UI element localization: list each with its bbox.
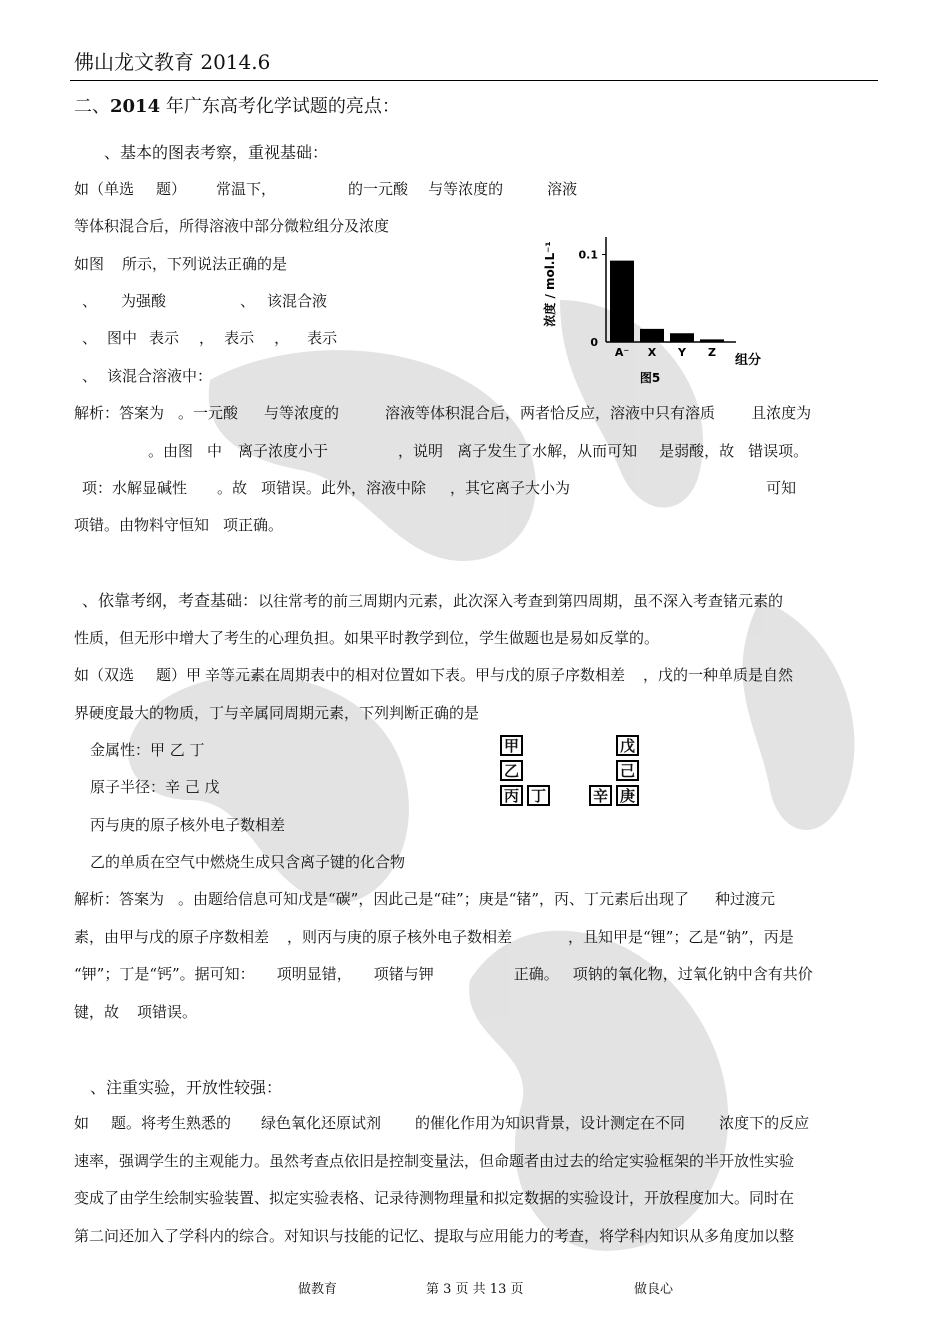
- part1-question-line2: 等体积混合后，所得溶液中部分微粒组分及浓度: [74, 217, 390, 235]
- text-fragment: 题）甲: [156, 666, 202, 684]
- text-fragment: 题。将考生熟悉的: [111, 1114, 232, 1132]
- part2-heading: 、依靠考纲，考查基础：: [82, 591, 259, 610]
- y-tick-label: 0.1: [578, 248, 598, 262]
- text-fragment: 与等浓度的: [264, 404, 340, 422]
- text-fragment: 如（单选: [74, 180, 135, 198]
- x-tick-label: A⁻: [614, 346, 630, 359]
- concentration-bar-chart: [536, 220, 766, 390]
- part2-option-b: 原子半径：辛 己 戊: [90, 778, 220, 796]
- footer-right: 做良心: [634, 1282, 674, 1297]
- text-fragment: 、: [82, 329, 98, 347]
- section-year: 2014: [110, 96, 161, 117]
- cell-yi: 乙: [500, 760, 523, 781]
- part3-heading: 、注重实验，开放性较强：: [90, 1078, 283, 1097]
- text-fragment: 如图: [74, 255, 105, 273]
- analysis2-line4: [74, 1002, 197, 1022]
- part3-line1: [74, 1113, 809, 1133]
- text-fragment: 可知: [766, 479, 797, 497]
- text-fragment: 正确。: [513, 965, 559, 983]
- text-fragment: 表示: [307, 329, 338, 347]
- text-fragment: ，说明: [398, 442, 444, 460]
- text-fragment: 种过渡元: [715, 890, 776, 908]
- text-fragment: 项：水解显碱性: [82, 479, 188, 497]
- text-fragment: 项错误。此外，溶液中除: [261, 479, 427, 497]
- text-fragment: 项锗与钾: [373, 965, 434, 983]
- analysis1-line1: [74, 403, 811, 423]
- text-fragment: 表示: [224, 329, 255, 347]
- text-fragment: 浓度下的反应: [719, 1114, 810, 1132]
- text-fragment: 解析：答案为: [74, 890, 165, 908]
- y-tick-label: 0: [590, 336, 598, 349]
- section-title-rest: 年广东高考化学试题的亮点：: [160, 96, 400, 117]
- part2-heading-line: [82, 591, 783, 611]
- analysis2-line3: [74, 964, 813, 984]
- section-prefix: 二、: [74, 96, 110, 117]
- text-fragment: 图中: [107, 329, 138, 347]
- x-tick-label: X: [647, 346, 657, 359]
- text-fragment: 的催化作用为知识背景，设计测定在不同: [415, 1114, 686, 1132]
- option-d: [82, 366, 212, 386]
- part2-question-line2: 界硬度最大的物质，丁与辛属同周期元素，下列判断正确的是: [74, 704, 480, 722]
- text-fragment: 辛等元素在周期表中的相对位置如下表。甲与戊的原子序数相差: [205, 666, 626, 684]
- text-fragment: 错误项。: [748, 442, 809, 460]
- document-header-title: 佛山龙文教育 2014.6: [74, 50, 271, 74]
- text-fragment: 中: [207, 442, 223, 460]
- part2-option-d: 乙的单质在空气中燃烧生成只含离子键的化合物: [90, 853, 406, 871]
- text-fragment: 项明显错，: [276, 965, 352, 983]
- part2-option-a: 金属性：甲 乙 丁: [90, 741, 205, 759]
- text-fragment: 、: [240, 292, 256, 310]
- text-fragment: 、: [82, 292, 98, 310]
- option-a-b: [82, 291, 327, 311]
- text-fragment: 素，由甲与戊的原子序数相差: [74, 928, 270, 946]
- cell-geng: 庚: [616, 785, 639, 806]
- footer-left: 做教育: [298, 1282, 338, 1297]
- part1-question-line1: [74, 179, 577, 199]
- text-fragment: 。由题给信息可知戊是“碳”，因此己是“硅”；庚是“锗”，丙、丁元素后出现了: [178, 890, 690, 908]
- part2-question-line1: [74, 665, 793, 685]
- part2-intro: 以往常考的前三周期内元素，此次深入考查到第四周期，虽不深入考查锗元素的: [258, 592, 784, 610]
- part3-line2: 速率，强调学生的主观能力。虽然考查点依旧是控制变量法，但命题者由过去的给定实验框架的半开放性实验: [74, 1152, 795, 1170]
- part2-option-c: 丙与庚的原子核外电子数相差: [90, 816, 286, 834]
- option-c: [82, 328, 337, 348]
- part1-heading: 、基本的图表考察，重视基础：: [104, 143, 329, 162]
- text-fragment: 。故: [217, 479, 248, 497]
- y-axis-label: 浓度 / mol.L⁻¹: [543, 241, 557, 327]
- header-rule: [70, 80, 878, 81]
- text-fragment: 溶液等体积混合后，两者恰反应，溶液中只有溶质: [385, 404, 716, 422]
- text-fragment: 。由图: [148, 442, 194, 460]
- footer-page-number: 第 3 页 共 13 页: [426, 1282, 524, 1297]
- text-fragment: 所示，下列说法正确的是: [122, 255, 288, 273]
- text-fragment: 、: [82, 367, 98, 385]
- text-fragment: 题）: [156, 180, 187, 198]
- text-fragment: ，则丙与庚的原子核外电子数相差: [287, 928, 513, 946]
- text-fragment: 的一元酸: [348, 180, 409, 198]
- text-fragment: ，: [274, 329, 290, 347]
- analysis2-line2: [74, 927, 794, 947]
- text-fragment: 项错误。: [137, 1003, 198, 1021]
- text-fragment: 解析：答案为: [74, 404, 165, 422]
- text-fragment: 离子浓度小于: [238, 442, 329, 460]
- text-fragment: 。一元酸: [178, 404, 239, 422]
- x-axis-label: 组分: [734, 353, 762, 368]
- text-fragment: ，其它离子大小为: [450, 479, 571, 497]
- section-title: [74, 92, 400, 118]
- text-fragment: 该混合液: [267, 292, 328, 310]
- text-fragment: 项正确。: [223, 516, 284, 534]
- analysis2-line1: [74, 889, 775, 909]
- text-fragment: 如: [74, 1114, 90, 1132]
- analysis1-line3: [82, 478, 796, 498]
- x-tick-label: Y: [678, 346, 686, 359]
- figure-caption: 图5: [639, 371, 661, 385]
- analysis1-line4: [74, 515, 283, 535]
- text-fragment: 项错。由物料守恒知: [74, 516, 210, 534]
- text-fragment: 离子发生了水解，从而可知: [457, 442, 638, 460]
- text-fragment: 与等浓度的: [428, 180, 504, 198]
- text-fragment: ，戊的一种单质是自然: [643, 666, 794, 684]
- part3-line3: 变成了由学生绘制实验装置、拟定实验表格、记录待测物理量和拟定数据的实验设计，开放程度加大。同时在: [74, 1189, 795, 1207]
- cell-ding: 丁: [527, 785, 550, 806]
- text-fragment: 是弱酸，故: [659, 442, 735, 460]
- text-fragment: 键，故: [74, 1003, 120, 1021]
- bar-3: [700, 339, 724, 342]
- text-fragment: 如（双选: [74, 666, 135, 684]
- part3-line4: 第二问还加入了学科内的综合。对知识与技能的记忆、提取与应用能力的考查，将学科内知识从多角度加以整: [74, 1227, 795, 1245]
- analysis1-line2: [148, 441, 808, 461]
- cell-ji: 己: [616, 760, 639, 781]
- x-tick-label: Z: [708, 346, 716, 359]
- text-fragment: 绿色氧化还原试剂: [261, 1114, 382, 1132]
- text-fragment: 该混合溶液中：: [107, 367, 213, 385]
- part1-question-line3: [74, 254, 287, 274]
- text-fragment: ，且知甲是“锂”；乙是“钠”，丙是: [568, 928, 794, 946]
- text-fragment: 且浓度为: [751, 404, 812, 422]
- text-fragment: 常温下，: [216, 180, 277, 198]
- cell-bing: 丙: [500, 785, 523, 806]
- text-fragment: 表示: [149, 329, 180, 347]
- cell-jia: 甲: [500, 735, 523, 756]
- text-fragment: 为强酸: [121, 292, 167, 310]
- text-fragment: “钾”；丁是“钙”。据可知：: [74, 965, 255, 983]
- text-fragment: ，: [199, 329, 215, 347]
- part2-intro-line2: 性质，但无形中增大了考生的心理负担。如果平时教学到位，学生做题也是易如反掌的。: [74, 629, 660, 647]
- bar-0: [610, 261, 634, 342]
- text-fragment: 溶液: [547, 180, 578, 198]
- bar-2: [670, 333, 694, 342]
- cell-xin: 辛: [589, 785, 612, 806]
- text-fragment: 项钠的氧化物，过氧化钠中含有共价: [572, 965, 813, 983]
- cell-wu: 戊: [616, 735, 639, 756]
- bar-1: [640, 329, 664, 342]
